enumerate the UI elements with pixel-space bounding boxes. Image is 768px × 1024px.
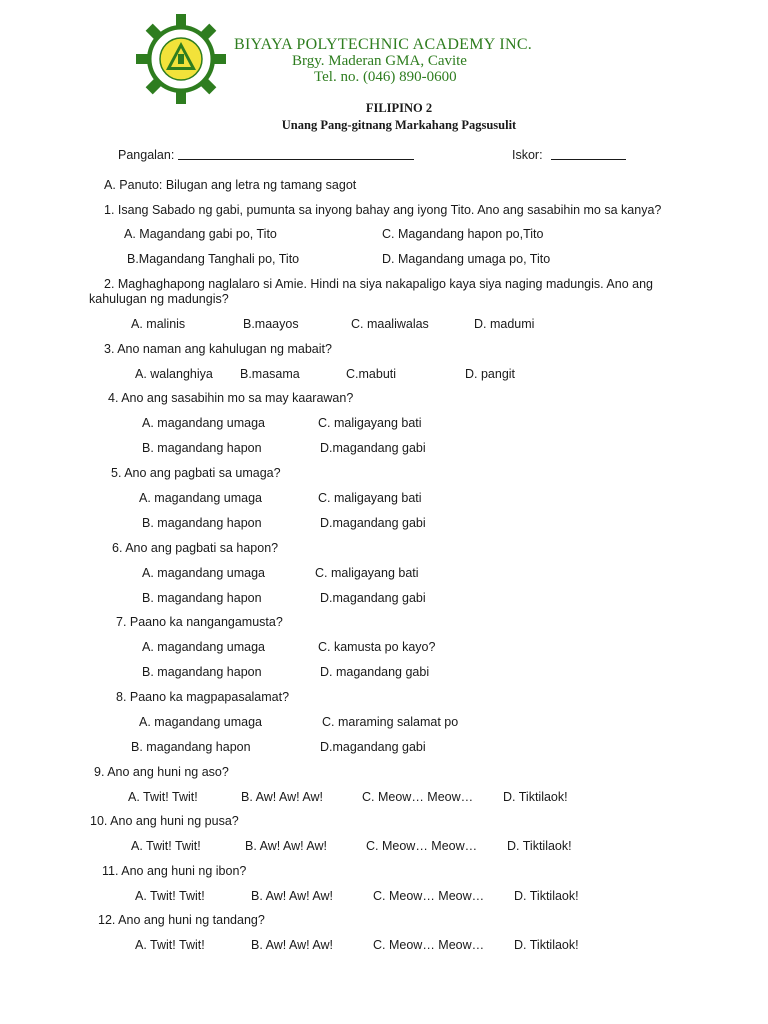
- question-11: 11. Ano ang huni ng ibon?: [102, 864, 247, 878]
- q8-choice-c[interactable]: C. maraming salamat po: [322, 715, 459, 729]
- name-field[interactable]: [178, 146, 414, 160]
- q8-choice-d[interactable]: D.magandang gabi: [320, 740, 426, 754]
- q5-choice-d[interactable]: D.magandang gabi: [320, 516, 426, 530]
- question-1: 1. Isang Sabado ng gabi, pumunta sa inyong bahay ang iyong Tito. Ano ang sasabihin mo sa kanya?: [104, 203, 662, 217]
- q11-choice-c[interactable]: C. Meow… Meow…: [373, 889, 485, 903]
- name-label: Pangalan:: [118, 148, 175, 162]
- score-label: Iskor:: [512, 148, 543, 162]
- q6-choice-c[interactable]: C. maligayang bati: [315, 566, 419, 580]
- q10-choice-a[interactable]: A. Twit! Twit!: [131, 839, 201, 853]
- q9-choice-b[interactable]: B. Aw! Aw! Aw!: [241, 790, 323, 804]
- q3-choice-c[interactable]: C.mabuti: [346, 367, 397, 381]
- q5-choice-b[interactable]: B. magandang hapon: [142, 516, 262, 530]
- q12-choice-c[interactable]: C. Meow… Meow…: [373, 938, 485, 952]
- instruction: A. Panuto: Bilugan ang letra ng tamang sagot: [104, 178, 357, 192]
- q10-choice-b[interactable]: B. Aw! Aw! Aw!: [245, 839, 327, 853]
- q1-choice-c[interactable]: C. Magandang hapon po,Tito: [382, 227, 544, 241]
- exam-subject: FILIPINO 2: [365, 101, 433, 115]
- q4-choice-c[interactable]: C. maligayang bati: [318, 416, 422, 430]
- question-2-line2: kahulugan ng madungis?: [89, 292, 229, 306]
- q1-choice-a[interactable]: A. Magandang gabi po, Tito: [124, 227, 277, 241]
- q5-choice-a[interactable]: A. magandang umaga: [139, 491, 263, 505]
- q9-choice-c[interactable]: C. Meow… Meow…: [362, 790, 474, 804]
- q2-choice-d[interactable]: D. madumi: [474, 317, 535, 331]
- question-12: 12. Ano ang huni ng tandang?: [98, 913, 265, 927]
- q3-choice-d[interactable]: D. pangit: [465, 367, 516, 381]
- school-address: Brgy. Maderan GMA, Cavite: [292, 53, 467, 69]
- school-name: BIYAYA POLYTECHNIC ACADEMY INC.: [234, 36, 533, 53]
- q9-choice-d[interactable]: D. Tiktilaok!: [503, 790, 568, 804]
- school-logo: [136, 14, 226, 104]
- q4-choice-a[interactable]: A. magandang umaga: [142, 416, 266, 430]
- question-10: 10. Ano ang huni ng pusa?: [90, 814, 239, 828]
- question-5: 5. Ano ang pagbati sa umaga?: [111, 466, 281, 480]
- q7-choice-a[interactable]: A. magandang umaga: [142, 640, 266, 654]
- question-9: 9. Ano ang huni ng aso?: [94, 765, 229, 779]
- q12-choice-b[interactable]: B. Aw! Aw! Aw!: [251, 938, 333, 952]
- score-field[interactable]: [551, 146, 626, 160]
- q2-choice-c[interactable]: C. maaliwalas: [351, 317, 429, 331]
- question-4: 4. Ano ang sasabihin mo sa may kaarawan?: [108, 391, 354, 405]
- q11-choice-d[interactable]: D. Tiktilaok!: [514, 889, 579, 903]
- q10-choice-d[interactable]: D. Tiktilaok!: [507, 839, 572, 853]
- q6-choice-d[interactable]: D.magandang gabi: [320, 591, 426, 605]
- q3-choice-b[interactable]: B.masama: [240, 367, 300, 381]
- q7-choice-b[interactable]: B. magandang hapon: [142, 665, 262, 679]
- question-8: 8. Paano ka magpapasalamat?: [116, 690, 290, 704]
- question-3: 3. Ano naman ang kahulugan ng mabait?: [104, 342, 332, 356]
- q12-choice-d[interactable]: D. Tiktilaok!: [514, 938, 579, 952]
- q8-choice-a[interactable]: A. magandang umaga: [139, 715, 263, 729]
- q10-choice-c[interactable]: C. Meow… Meow…: [366, 839, 478, 853]
- gear-logo-icon: [136, 14, 226, 104]
- q7-choice-d[interactable]: D. magandang gabi: [320, 665, 430, 679]
- q11-choice-b[interactable]: B. Aw! Aw! Aw!: [251, 889, 333, 903]
- exam-title: Unang Pang-gitnang Markahang Pagsusulit: [281, 118, 517, 132]
- q7-choice-c[interactable]: C. kamusta po kayo?: [318, 640, 436, 654]
- q8-choice-b[interactable]: B. magandang hapon: [131, 740, 251, 754]
- q2-choice-b[interactable]: B.maayos: [243, 317, 299, 331]
- q5-choice-c[interactable]: C. maligayang bati: [318, 491, 422, 505]
- q4-choice-b[interactable]: B. magandang hapon: [142, 441, 262, 455]
- q6-choice-b[interactable]: B. magandang hapon: [142, 591, 262, 605]
- q6-choice-a[interactable]: A. magandang umaga: [142, 566, 266, 580]
- q12-choice-a[interactable]: A. Twit! Twit!: [135, 938, 205, 952]
- q11-choice-a[interactable]: A. Twit! Twit!: [135, 889, 205, 903]
- q2-choice-a[interactable]: A. malinis: [131, 317, 186, 331]
- question-6: 6. Ano ang pagbati sa hapon?: [112, 541, 279, 555]
- question-2-line1: 2. Maghaghapong naglalaro si Amie. Hindi na siya nakapaligo kaya siya naging madungis. Ano ang: [104, 277, 653, 291]
- question-7: 7. Paano ka nangangamusta?: [116, 615, 283, 629]
- q1-choice-b[interactable]: B.Magandang Tanghali po, Tito: [127, 252, 300, 266]
- q9-choice-a[interactable]: A. Twit! Twit!: [128, 790, 198, 804]
- q1-choice-d[interactable]: D. Magandang umaga po, Tito: [382, 252, 551, 266]
- q3-choice-a[interactable]: A. walanghiya: [135, 367, 213, 381]
- q4-choice-d[interactable]: D.magandang gabi: [320, 441, 426, 455]
- school-phone: Tel. no. (046) 890-0600: [314, 69, 457, 85]
